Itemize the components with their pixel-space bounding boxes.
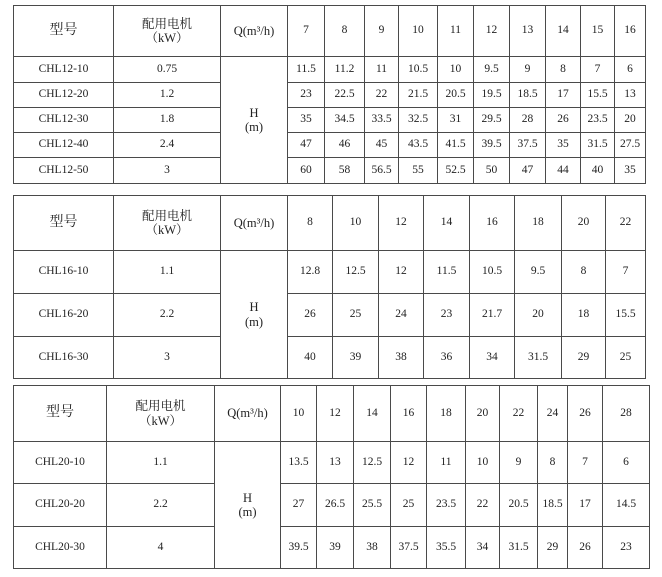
- head-cell: 10.5: [399, 57, 438, 83]
- power-cell: 2.2: [114, 294, 221, 337]
- head-cell: 20.5: [438, 83, 474, 108]
- flow-cell: 10: [281, 386, 317, 442]
- head-cell: 40: [288, 337, 333, 379]
- head-cell: 7: [581, 57, 615, 83]
- flow-cell: 12: [317, 386, 354, 442]
- flow-cell: 28: [603, 386, 650, 442]
- head-cell: 21.7: [470, 294, 515, 337]
- head-cell: 13: [615, 83, 646, 108]
- head-cell: 8: [562, 251, 606, 294]
- power-cell: 3: [114, 158, 221, 184]
- flow-cell: 14: [424, 196, 470, 251]
- flow-cell: 22: [606, 196, 646, 251]
- head-label-cell: [221, 251, 288, 379]
- head-cell: 31.5: [581, 133, 615, 158]
- head-cell: 31: [438, 108, 474, 133]
- head-cell: 23.5: [581, 108, 615, 133]
- head-cell: 34.5: [325, 108, 365, 133]
- head-cell: 6: [615, 57, 646, 83]
- flow-cell: 24: [538, 386, 568, 442]
- head-cell: 31.5: [500, 527, 538, 569]
- flow-cell: 15: [581, 6, 615, 57]
- flow-header: Q(m³/h): [221, 6, 288, 57]
- model-cell: CHL20-20: [14, 484, 107, 527]
- head-unit: (m): [244, 314, 264, 329]
- head-cell: 8: [546, 57, 581, 83]
- motor-header-label: 配用电机: [141, 16, 192, 31]
- spec-table-chl20: [13, 385, 650, 569]
- head-cell: 35.5: [427, 527, 466, 569]
- head-cell: 9.5: [515, 251, 562, 294]
- power-cell: 4: [107, 527, 215, 569]
- head-cell: 47: [510, 158, 546, 184]
- head-cell: 9.5: [474, 57, 510, 83]
- head-cell: 22: [365, 83, 399, 108]
- power-cell: 0.75: [114, 57, 221, 83]
- head-cell: 52.5: [438, 158, 474, 184]
- head-cell: 25: [333, 294, 379, 337]
- head-label: H: [249, 300, 259, 315]
- table-row: [14, 57, 646, 83]
- table-row: [14, 294, 646, 337]
- head-cell: 27.5: [615, 133, 646, 158]
- table-row: [14, 337, 646, 379]
- model-cell: CHL12-30: [14, 108, 114, 133]
- motor-header-label: 配用电机: [135, 399, 186, 414]
- table-row: [14, 527, 650, 569]
- head-cell: 23: [603, 527, 650, 569]
- model-cell: CHL16-10: [14, 251, 114, 294]
- head-cell: 23: [288, 83, 325, 108]
- head-cell: 18.5: [510, 83, 546, 108]
- head-cell: 26: [288, 294, 333, 337]
- model-header: 型号: [14, 386, 107, 442]
- table-row: [14, 133, 646, 158]
- head-cell: 21.5: [399, 83, 438, 108]
- flow-cell: 11: [438, 6, 474, 57]
- head-label: H: [249, 105, 259, 120]
- head-cell: 12: [391, 442, 427, 484]
- head-cell: 29: [538, 527, 568, 569]
- flow-cell: 18: [427, 386, 466, 442]
- head-cell: 37.5: [510, 133, 546, 158]
- head-cell: 22.5: [325, 83, 365, 108]
- model-cell: CHL12-20: [14, 83, 114, 108]
- head-cell: 6: [603, 442, 650, 484]
- head-cell: 24: [379, 294, 424, 337]
- flow-cell: 10: [399, 6, 438, 57]
- head-cell: 25: [606, 337, 646, 379]
- head-cell: 34: [470, 337, 515, 379]
- table-row: [14, 83, 646, 108]
- spec-table-chl12: [13, 5, 646, 184]
- head-cell: 25.5: [354, 484, 391, 527]
- head-cell: 19.5: [474, 83, 510, 108]
- power-cell: 1.1: [107, 442, 215, 484]
- head-cell: 35: [288, 108, 325, 133]
- flow-cell: 10: [333, 196, 379, 251]
- head-cell: 31.5: [515, 337, 562, 379]
- flow-cell: 14: [354, 386, 391, 442]
- head-cell: 36: [424, 337, 470, 379]
- head-cell: 43.5: [399, 133, 438, 158]
- table-row: [14, 158, 646, 184]
- head-cell: 40: [581, 158, 615, 184]
- head-label-cell: [215, 442, 281, 569]
- head-cell: 26: [568, 527, 603, 569]
- spec-table-chl16: [13, 195, 646, 379]
- flow-cell: 26: [568, 386, 603, 442]
- head-cell: 13: [317, 442, 354, 484]
- flow-cell: 20: [562, 196, 606, 251]
- head-unit: (m): [238, 505, 257, 519]
- head-cell: 15.5: [581, 83, 615, 108]
- head-cell: 10: [466, 442, 500, 484]
- model-header: 型号: [14, 196, 114, 251]
- model-cell: CHL12-40: [14, 133, 114, 158]
- model-cell: CHL12-50: [14, 158, 114, 184]
- head-cell: 35: [546, 133, 581, 158]
- head-cell: 29.5: [474, 108, 510, 133]
- head-cell: 46: [325, 133, 365, 158]
- head-cell: 18: [562, 294, 606, 337]
- table-row: [14, 108, 646, 133]
- head-cell: 11.5: [424, 251, 470, 294]
- flow-cell: 13: [510, 6, 546, 57]
- power-cell: 1.8: [114, 108, 221, 133]
- head-cell: 12.5: [354, 442, 391, 484]
- head-cell: 34: [466, 527, 500, 569]
- head-cell: 39.5: [474, 133, 510, 158]
- head-cell: 12.8: [288, 251, 333, 294]
- head-cell: 11: [365, 57, 399, 83]
- head-cell: 29: [562, 337, 606, 379]
- head-cell: 35: [615, 158, 646, 184]
- model-cell: CHL12-10: [14, 57, 114, 83]
- head-cell: 45: [365, 133, 399, 158]
- head-cell: 39: [317, 527, 354, 569]
- head-cell: 12: [379, 251, 424, 294]
- flow-cell: 18: [515, 196, 562, 251]
- head-cell: 11.5: [288, 57, 325, 83]
- head-cell: 55: [399, 158, 438, 184]
- model-cell: CHL20-30: [14, 527, 107, 569]
- head-cell: 32.5: [399, 108, 438, 133]
- head-cell: 26: [546, 108, 581, 133]
- motor-header: [114, 196, 221, 251]
- power-cell: 3: [114, 337, 221, 379]
- head-cell: 12.5: [333, 251, 379, 294]
- motor-header-label: 配用电机: [141, 208, 192, 223]
- head-cell: 33.5: [365, 108, 399, 133]
- flow-cell: 16: [391, 386, 427, 442]
- power-cell: 1.2: [114, 83, 221, 108]
- flow-cell: 12: [379, 196, 424, 251]
- head-cell: 56.5: [365, 158, 399, 184]
- header-row: [14, 386, 650, 442]
- head-cell: 8: [538, 442, 568, 484]
- head-cell: 58: [325, 158, 365, 184]
- head-cell: 18.5: [538, 484, 568, 527]
- head-cell: 26.5: [317, 484, 354, 527]
- head-cell: 17: [568, 484, 603, 527]
- power-cell: 2.4: [114, 133, 221, 158]
- head-cell: 10.5: [470, 251, 515, 294]
- motor-header: [107, 386, 215, 442]
- flow-cell: 9: [365, 6, 399, 57]
- head-cell: 20.5: [500, 484, 538, 527]
- flow-header: Q(m³/h): [221, 196, 288, 251]
- model-cell: CHL16-30: [14, 337, 114, 379]
- flow-cell: 20: [466, 386, 500, 442]
- model-header: 型号: [14, 6, 114, 57]
- motor-header-unit: （kW）: [138, 413, 183, 428]
- head-cell: 38: [354, 527, 391, 569]
- model-cell: CHL20-10: [14, 442, 107, 484]
- table-row: [14, 442, 650, 484]
- head-unit: (m): [244, 120, 264, 134]
- head-cell: 10: [438, 57, 474, 83]
- head-cell: 39.5: [281, 527, 317, 569]
- head-cell: 60: [288, 158, 325, 184]
- head-cell: 9: [510, 57, 546, 83]
- head-cell: 20: [615, 108, 646, 133]
- flow-cell: 8: [325, 6, 365, 57]
- flow-cell: 22: [500, 386, 538, 442]
- flow-cell: 16: [615, 6, 646, 57]
- head-label: H: [242, 490, 253, 505]
- power-cell: 1.1: [114, 251, 221, 294]
- head-cell: 44: [546, 158, 581, 184]
- motor-header-unit: （kW）: [145, 223, 189, 237]
- flow-cell: 14: [546, 6, 581, 57]
- head-cell: 9: [500, 442, 538, 484]
- header-row: [14, 6, 646, 57]
- flow-cell: 12: [474, 6, 510, 57]
- head-cell: 39: [333, 337, 379, 379]
- head-cell: 17: [546, 83, 581, 108]
- power-cell: 2.2: [107, 484, 215, 527]
- head-cell: 25: [391, 484, 427, 527]
- flow-header: Q(m³/h): [215, 386, 281, 442]
- motor-header: [114, 6, 221, 57]
- table-row: [14, 251, 646, 294]
- flow-cell: 16: [470, 196, 515, 251]
- head-label-cell: [221, 57, 288, 184]
- head-cell: 11.2: [325, 57, 365, 83]
- head-cell: 23: [424, 294, 470, 337]
- flow-cell: 8: [288, 196, 333, 251]
- head-cell: 11: [427, 442, 466, 484]
- motor-header-unit: （kW）: [145, 31, 189, 45]
- head-cell: 15.5: [606, 294, 646, 337]
- head-cell: 20: [515, 294, 562, 337]
- head-cell: 47: [288, 133, 325, 158]
- head-cell: 7: [606, 251, 646, 294]
- head-cell: 13.5: [281, 442, 317, 484]
- head-cell: 27: [281, 484, 317, 527]
- head-cell: 38: [379, 337, 424, 379]
- head-cell: 14.5: [603, 484, 650, 527]
- head-cell: 50: [474, 158, 510, 184]
- head-cell: 23.5: [427, 484, 466, 527]
- head-cell: 41.5: [438, 133, 474, 158]
- head-cell: 22: [466, 484, 500, 527]
- table-row: [14, 484, 650, 527]
- flow-cell: 7: [288, 6, 325, 57]
- head-cell: 7: [568, 442, 603, 484]
- header-row: [14, 196, 646, 251]
- head-cell: 37.5: [391, 527, 427, 569]
- model-cell: CHL16-20: [14, 294, 114, 337]
- head-cell: 28: [510, 108, 546, 133]
